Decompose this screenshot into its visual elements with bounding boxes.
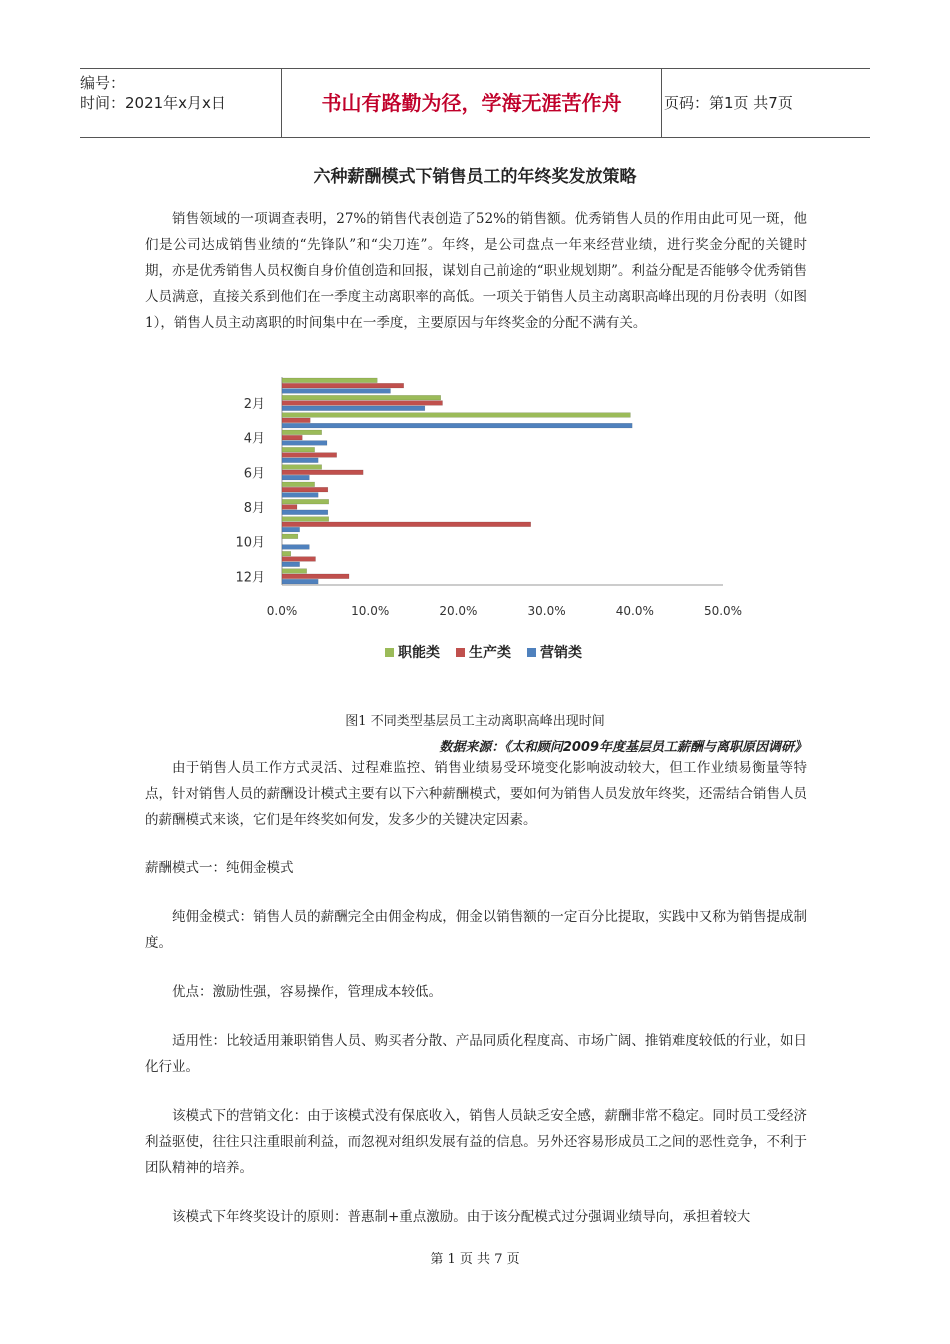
y-tick-label: 12月: [235, 570, 265, 586]
bar-6月-营销类: [282, 475, 309, 480]
legend-item: [385, 642, 440, 662]
body-paragraph-5: 该模式下的营销文化：由于该模式没有保底收入，销售人员缺乏安全感，薪酬非常不稳定。同时员工受经济利益驱使，往往只注重眼前利益，而忽视对组织发展有益的信息。另外还容易形成员工之间的恶性竞争，不利于团队精神的培养。: [145, 1108, 807, 1176]
bar-1月-生产类: [282, 383, 404, 388]
x-tick-label: 40.0%: [615, 604, 654, 618]
y-tick-label: 8月: [243, 501, 265, 516]
bar-11月-营销类: [282, 562, 300, 567]
bar-12月-职能类: [282, 569, 307, 574]
legend-swatch: [385, 648, 394, 657]
legend-label: 职能类: [398, 645, 440, 661]
legend-swatch: [456, 648, 465, 657]
bar-8月-生产类: [282, 505, 297, 510]
bar-11月-职能类: [282, 551, 291, 556]
bar-2月-营销类: [282, 406, 425, 411]
legend-label: 生产类: [469, 645, 511, 661]
intro-paragraph: 销售领域的一项调查表明，27%的销售代表创造了52%的销售额。优秀销售人员的作用由此可见一斑，他们是公司达成销售业绩的“先锋队”和“尖刀连”。年终，是公司盘点一年来经营业绩，进行奖金分配的关键时期，亦是优秀销售人员权衡自身价值创造和回报，谋划自己前途的“职业规划期”。利益分配是否能够令优秀销售人员满意，直接关系到他们在一季度主动离职率的高低。一项关于销售人员主动离职高峰出现的月份表明（如图1），销售人员主动离职的时间集中在一季度，主要原因与年终奖金的分配不满有关。: [145, 211, 807, 331]
x-tick-label: 20.0%: [439, 604, 478, 618]
x-tick-label: 50.0%: [703, 604, 743, 618]
bar-6月-职能类: [282, 465, 322, 470]
bar-3月-营销类: [282, 423, 632, 428]
body-paragraph-4: 适用性：比较适用兼职销售人员、购买者分散、产品同质化程度高、市场广阔、推销难度较低的行业，如日化行业。: [145, 1033, 807, 1075]
body-paragraph-6: 该模式下年终奖设计的原则：普惠制+重点激励。由于该分配模式过分强调业绩导向，承担着较大: [172, 1209, 751, 1225]
body-paragraph-3: 优点：激励性强，容易操作，管理成本较低。: [172, 984, 442, 1000]
x-tick-label: 30.0%: [527, 604, 566, 618]
document-number: 编号：: [80, 74, 126, 92]
bar-3月-职能类: [282, 413, 630, 418]
bar-9月-生产类: [282, 522, 531, 527]
bar-2月-职能类: [282, 395, 441, 400]
bar-6月-生产类: [282, 470, 363, 475]
legend-swatch: [527, 648, 536, 657]
x-tick-label: 0.0%: [266, 604, 298, 618]
y-tick-label: 6月: [243, 466, 265, 482]
bar-7月-生产类: [282, 487, 328, 492]
section-heading-commission: 薪酬模式一：纯佣金模式: [145, 860, 294, 876]
chart-legend: [385, 642, 582, 662]
legend-item: [527, 642, 582, 662]
document-date: 时间：2021年x月x日: [80, 94, 226, 112]
bar-1月-营销类: [282, 389, 390, 394]
bar-4月-营销类: [282, 441, 327, 446]
bar-4月-职能类: [282, 430, 322, 435]
bar-5月-营销类: [282, 458, 318, 463]
y-tick-label: 4月: [243, 431, 265, 447]
bar-9月-职能类: [282, 517, 329, 522]
header-motto: 书山有路勤为径，学海无涯苦作舟: [281, 69, 662, 137]
page-footer: 第 1 页 共 7 页: [430, 1252, 520, 1267]
bar-10月-职能类: [282, 534, 298, 539]
bar-5月-职能类: [282, 447, 315, 452]
bar-12月-营销类: [282, 579, 318, 584]
header-info: [80, 69, 280, 141]
body-paragraph-1: 由于销售人员工作方式灵活、过程难监控、销售业绩易受环境变化影响波动较大，但工作业绩易衡量等特点，针对销售人员的薪酬设计模式主要有以下六种薪酬模式，要如何为销售人员发放年终奖，还需结合销售人员的薪酬模式来谈，它们是年终奖如何发，发多少的关键决定因素。: [145, 760, 807, 828]
bar-2月-生产类: [282, 401, 443, 406]
bar-3月-生产类: [282, 418, 310, 423]
figure-caption: 图1 不同类型基层员工主动离职高峰出现时间: [345, 714, 605, 729]
y-tick-label: 10月: [235, 535, 265, 551]
bar-8月-职能类: [282, 499, 329, 504]
y-tick-label: 2月: [243, 397, 265, 412]
legend-item: [456, 642, 511, 662]
bar-12月-生产类: [282, 574, 349, 579]
header-page-number: 页码：第1页 共7页: [664, 94, 793, 112]
data-source: 数据来源：《太和顾问2009年度基层员工薪酬与离职原因调研》: [439, 740, 807, 755]
bar-1月-职能类: [282, 378, 377, 383]
x-tick-label: 10.0%: [351, 604, 390, 618]
bar-8月-营销类: [282, 510, 328, 515]
bar-7月-职能类: [282, 482, 315, 487]
body-paragraph-2: 纯佣金模式：销售人员的薪酬完全由佣金构成，佣金以销售额的一定百分比提取，实践中又称为销售提成制度。: [145, 909, 807, 951]
bar-7月-营销类: [282, 493, 318, 498]
document-title: 六种薪酬模式下销售员工的年终奖发放策略: [313, 167, 637, 187]
bar-4月-生产类: [282, 435, 302, 440]
page-header: [80, 68, 870, 138]
resignation-peak-chart: [220, 365, 760, 630]
bar-5月-生产类: [282, 453, 337, 458]
bar-9月-营销类: [282, 527, 300, 532]
legend-label: 营销类: [540, 645, 582, 661]
bar-10月-营销类: [282, 545, 309, 550]
bar-11月-生产类: [282, 557, 316, 562]
